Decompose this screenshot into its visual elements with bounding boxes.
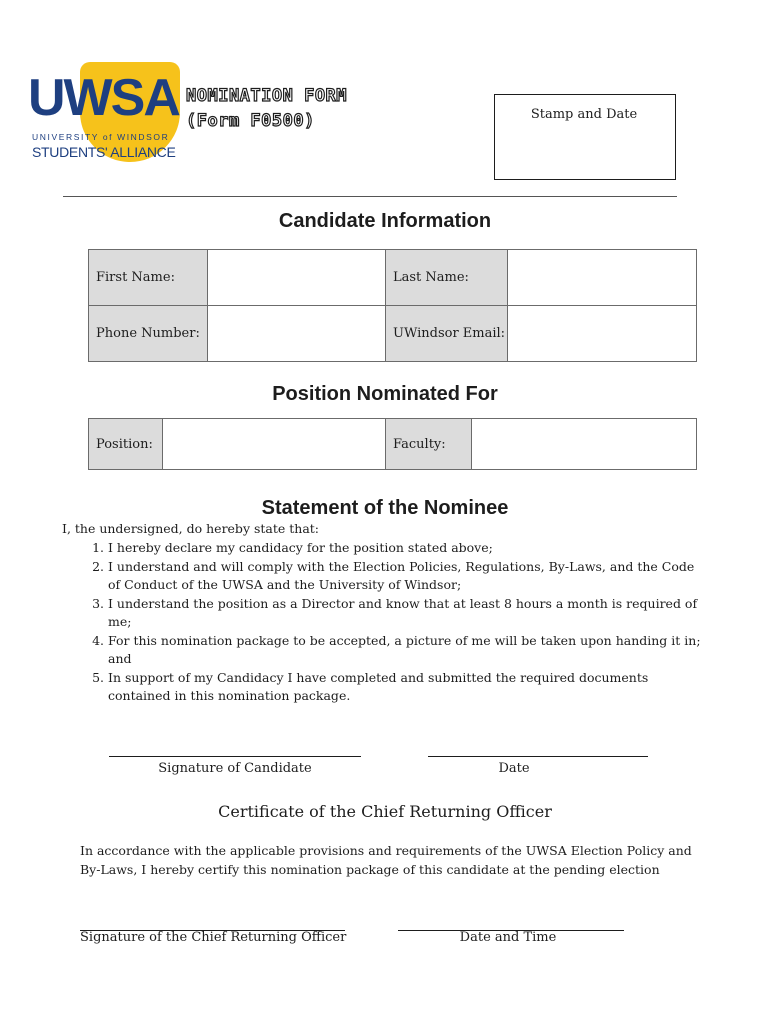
logo-university-line: UNIVERSITY of WINDSOR xyxy=(32,132,170,142)
statement-item-4: 4. For this nomination package to be accepted, a picture of me will be taken upon handing it in; and xyxy=(108,632,708,669)
logo-alliance-line: STUDENTS' ALLIANCE xyxy=(32,144,176,160)
stamp-label: Stamp and Date xyxy=(530,107,638,122)
email-field[interactable] xyxy=(508,306,697,362)
cro-signature-label: Signature of the Chief Returning Officer xyxy=(80,930,347,945)
statement-section-title: Statement of the Nominee xyxy=(261,497,509,519)
uwsa-logo xyxy=(28,62,183,162)
certificate-text: In accordance with the applicable provisions and requirements of the UWSA Election Policy and By-Laws, I hereby certify this nomination package of this candidate at the pending election xyxy=(80,843,692,877)
candidate-section-title: Candidate Information xyxy=(278,210,492,232)
phone-field[interactable] xyxy=(208,306,386,362)
header-divider xyxy=(63,196,677,197)
candidate-signature-label: Signature of Candidate xyxy=(158,761,312,776)
position-table xyxy=(88,418,697,470)
statement-item-1: 1. I hereby declare my candidacy for the position stated above; xyxy=(108,539,708,558)
form-number: (Form F0500) xyxy=(186,111,315,131)
candidate-signature-line[interactable] xyxy=(109,756,361,757)
email-label: UWindsor Email: xyxy=(386,306,508,362)
faculty-field[interactable] xyxy=(472,419,697,470)
candidate-table xyxy=(88,249,697,362)
candidate-date-line[interactable] xyxy=(428,756,648,757)
statement-item-3: 3. I understand the position as a Director and know that at least 8 hours a month is required of me; xyxy=(108,595,708,632)
phone-label: Phone Number: xyxy=(89,306,208,362)
position-field[interactable] xyxy=(163,419,386,470)
candidate-date-label: Date xyxy=(498,761,530,776)
position-label: Position: xyxy=(89,419,163,470)
position-section-title: Position Nominated For xyxy=(272,383,498,405)
statement-intro: I, the undersigned, do hereby state that: xyxy=(62,521,320,536)
form-title: NOMINATION FORM xyxy=(186,86,348,106)
statement-item-5: 5. In support of my Candidacy I have completed and submitted the required documents contained in this nomination package. xyxy=(108,669,708,706)
last-name-field[interactable] xyxy=(508,250,697,306)
statement-item-2: 2. I understand and will comply with the Election Policies, Regulations, By-Laws, and the Code of Conduct of the UWSA and the University of Windsor; xyxy=(108,558,708,595)
statement-list xyxy=(84,539,708,706)
first-name-label: First Name: xyxy=(89,250,208,306)
first-name-field[interactable] xyxy=(208,250,386,306)
certificate-title: Certificate of the Chief Returning Officer xyxy=(218,802,552,821)
cro-date-label: Date and Time xyxy=(459,930,557,945)
last-name-label: Last Name: xyxy=(386,250,508,306)
faculty-label: Faculty: xyxy=(386,419,472,470)
logo-wordmark: UWSA xyxy=(28,69,179,127)
